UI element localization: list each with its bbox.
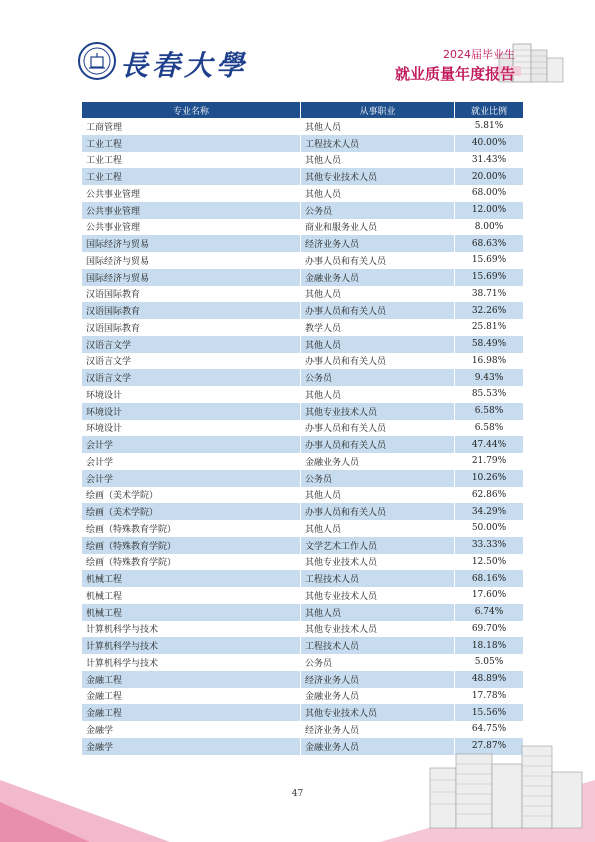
- cell-major: 计算机科学与技术: [82, 621, 301, 638]
- cell-major: 工业工程: [82, 168, 301, 185]
- table-row: [82, 369, 523, 386]
- table-body: [82, 118, 523, 755]
- cell-major: 环境设计: [82, 420, 301, 437]
- cell-ratio: 62.86%: [455, 487, 524, 504]
- cell-occupation: 金融业务人员: [301, 269, 455, 286]
- cell-ratio: 9.43%: [455, 369, 524, 386]
- cell-major: 金融工程: [82, 704, 301, 721]
- table-row: [82, 671, 523, 688]
- cell-occupation: 公务员: [301, 369, 455, 386]
- university-seal-icon: [78, 42, 116, 80]
- cell-major: 工业工程: [82, 135, 301, 152]
- cell-occupation: 经济业务人员: [301, 721, 455, 738]
- cell-occupation: 办事人员和有关人员: [301, 302, 455, 319]
- cell-major: 公共事业管理: [82, 202, 301, 219]
- column-header-major: 专业名称: [82, 102, 301, 118]
- cell-occupation: 其他人员: [301, 152, 455, 169]
- cell-occupation: 其他人员: [301, 487, 455, 504]
- cell-major: 绘画（美术学院）: [82, 503, 301, 520]
- cell-major: 汉语国际教育: [82, 286, 301, 303]
- table-row: [82, 353, 523, 370]
- cell-major: 计算机科学与技术: [82, 654, 301, 671]
- footer-decoration: [0, 740, 595, 842]
- table-row: [82, 286, 523, 303]
- table-row: [82, 570, 523, 587]
- column-header-occupation: 从事职业: [301, 102, 455, 118]
- table-row: [82, 135, 523, 152]
- table-row: [82, 654, 523, 671]
- table-row: [82, 202, 523, 219]
- cell-occupation: 工程技术人员: [301, 135, 455, 152]
- cell-ratio: 6.74%: [455, 604, 524, 621]
- cell-occupation: 其他人员: [301, 185, 455, 202]
- cell-major: 汉语言文学: [82, 336, 301, 353]
- cell-major: 金融工程: [82, 688, 301, 705]
- page-header: [0, 0, 595, 95]
- cell-major: 会计学: [82, 436, 301, 453]
- report-title: [395, 46, 515, 84]
- cell-occupation: 公务员: [301, 202, 455, 219]
- cell-occupation: 公务员: [301, 470, 455, 487]
- cell-ratio: 64.75%: [455, 721, 524, 738]
- cell-ratio: 48.89%: [455, 671, 524, 688]
- cell-ratio: 6.58%: [455, 403, 524, 420]
- cell-occupation: 其他人员: [301, 286, 455, 303]
- cell-occupation: 其他人员: [301, 520, 455, 537]
- cell-occupation: 其他专业技术人员: [301, 704, 455, 721]
- table-row: [82, 319, 523, 336]
- cell-major: 汉语言文学: [82, 369, 301, 386]
- table-row: [82, 520, 523, 537]
- cell-major: 公共事业管理: [82, 219, 301, 236]
- cell-major: 绘画（特殊教育学院）: [82, 537, 301, 554]
- table-row: [82, 118, 523, 135]
- table-row: [82, 386, 523, 403]
- table-row: [82, 537, 523, 554]
- cell-occupation: 办事人员和有关人员: [301, 252, 455, 269]
- cell-occupation: 教学人员: [301, 319, 455, 336]
- cell-ratio: 15.69%: [455, 252, 524, 269]
- cell-major: 公共事业管理: [82, 185, 301, 202]
- cell-major: 国际经济与贸易: [82, 269, 301, 286]
- table-row: [82, 168, 523, 185]
- table-row: [82, 621, 523, 638]
- cell-major: 计算机科学与技术: [82, 637, 301, 654]
- cell-major: 国际经济与贸易: [82, 252, 301, 269]
- cell-major: 金融工程: [82, 671, 301, 688]
- cell-ratio: 32.26%: [455, 302, 524, 319]
- cell-occupation: 金融业务人员: [301, 453, 455, 470]
- cell-occupation: 经济业务人员: [301, 671, 455, 688]
- cell-occupation: 其他专业技术人员: [301, 554, 455, 571]
- cell-ratio: 12.50%: [455, 554, 524, 571]
- table-row: [82, 704, 523, 721]
- cell-occupation: 其他人员: [301, 118, 455, 135]
- cell-occupation: 金融业务人员: [301, 738, 455, 755]
- table-header-row: [82, 102, 523, 118]
- cell-ratio: 47.44%: [455, 436, 524, 453]
- cell-ratio: 18.18%: [455, 637, 524, 654]
- table-row: [82, 503, 523, 520]
- cell-ratio: 68.00%: [455, 185, 524, 202]
- cell-major: 工业工程: [82, 152, 301, 169]
- table-row: [82, 403, 523, 420]
- cell-major: 汉语国际教育: [82, 319, 301, 336]
- cell-major: 机械工程: [82, 570, 301, 587]
- table-row: [82, 185, 523, 202]
- cell-major: 绘画（特殊教育学院）: [82, 554, 301, 571]
- cell-occupation: 文学艺术工作人员: [301, 537, 455, 554]
- table-row: [82, 252, 523, 269]
- cell-ratio: 58.49%: [455, 336, 524, 353]
- cell-occupation: 经济业务人员: [301, 235, 455, 252]
- cell-major: 金融学: [82, 738, 301, 755]
- table-row: [82, 637, 523, 654]
- cell-major: 会计学: [82, 453, 301, 470]
- table-row: [82, 336, 523, 353]
- cell-ratio: 15.56%: [455, 704, 524, 721]
- cell-ratio: 16.98%: [455, 353, 524, 370]
- table-row: [82, 604, 523, 621]
- cell-ratio: 50.00%: [455, 520, 524, 537]
- report-title-line1: 2024届毕业生: [443, 48, 515, 61]
- table-row: [82, 302, 523, 319]
- cell-occupation: 金融业务人员: [301, 688, 455, 705]
- cell-ratio: 8.00%: [455, 219, 524, 236]
- cell-occupation: 其他人员: [301, 336, 455, 353]
- table-row: [82, 487, 523, 504]
- cell-ratio: 5.05%: [455, 654, 524, 671]
- cell-occupation: 公务员: [301, 654, 455, 671]
- cell-ratio: 38.71%: [455, 286, 524, 303]
- cell-ratio: 10.26%: [455, 470, 524, 487]
- cell-ratio: 31.43%: [455, 152, 524, 169]
- cell-occupation: 办事人员和有关人员: [301, 503, 455, 520]
- table-row: [82, 269, 523, 286]
- cell-occupation: 工程技术人员: [301, 570, 455, 587]
- cell-ratio: 25.81%: [455, 319, 524, 336]
- cell-occupation: 办事人员和有关人员: [301, 420, 455, 437]
- cell-ratio: 33.33%: [455, 537, 524, 554]
- cell-major: 机械工程: [82, 587, 301, 604]
- cell-occupation: 办事人员和有关人员: [301, 353, 455, 370]
- table-row: [82, 554, 523, 571]
- cell-occupation: 商业和服务业人员: [301, 219, 455, 236]
- table-row: [82, 420, 523, 437]
- table-row: [82, 721, 523, 738]
- cell-occupation: 工程技术人员: [301, 637, 455, 654]
- table-row: [82, 152, 523, 169]
- university-logo-text: 長春大學: [120, 49, 249, 82]
- cell-major: 国际经济与贸易: [82, 235, 301, 252]
- cell-occupation: 其他专业技术人员: [301, 168, 455, 185]
- cell-major: 环境设计: [82, 403, 301, 420]
- cell-major: 环境设计: [82, 386, 301, 403]
- cell-ratio: 6.58%: [455, 420, 524, 437]
- report-title-line2: 就业质量年度报告: [394, 65, 515, 83]
- table-row: [82, 587, 523, 604]
- cell-ratio: 17.78%: [455, 688, 524, 705]
- cell-ratio: 21.79%: [455, 453, 524, 470]
- cell-ratio: 40.00%: [455, 135, 524, 152]
- cell-ratio: 68.16%: [455, 570, 524, 587]
- cell-occupation: 其他专业技术人员: [301, 621, 455, 638]
- cell-major: 金融学: [82, 721, 301, 738]
- cell-ratio: 68.63%: [455, 235, 524, 252]
- cell-major: 汉语国际教育: [82, 302, 301, 319]
- cell-ratio: 12.00%: [455, 202, 524, 219]
- cell-ratio: 34.29%: [455, 503, 524, 520]
- cell-major: 绘画（特殊教育学院）: [82, 520, 301, 537]
- table-row: [82, 235, 523, 252]
- cell-occupation: 办事人员和有关人员: [301, 436, 455, 453]
- table-row: [82, 436, 523, 453]
- cell-occupation: 其他人员: [301, 386, 455, 403]
- cell-ratio: 20.00%: [455, 168, 524, 185]
- cell-ratio: 85.53%: [455, 386, 524, 403]
- column-header-ratio: 就业比例: [455, 102, 524, 118]
- cell-ratio: 69.70%: [455, 621, 524, 638]
- cell-occupation: 其他专业技术人员: [301, 403, 455, 420]
- cell-major: 绘画（美术学院）: [82, 487, 301, 504]
- page-number: 47: [291, 789, 304, 799]
- table-row: [82, 688, 523, 705]
- cell-occupation: 其他专业技术人员: [301, 587, 455, 604]
- cell-major: 工商管理: [82, 118, 301, 135]
- cell-ratio: 5.81%: [455, 118, 524, 135]
- table-row: [82, 470, 523, 487]
- cell-ratio: 17.60%: [455, 587, 524, 604]
- employment-table: [82, 102, 523, 755]
- cell-major: 机械工程: [82, 604, 301, 621]
- cell-ratio: 27.87%: [455, 738, 524, 755]
- cell-ratio: 15.69%: [455, 269, 524, 286]
- cell-occupation: 其他人员: [301, 604, 455, 621]
- campus-buildings-illustration-bottom: [430, 746, 582, 828]
- cell-major: 会计学: [82, 470, 301, 487]
- cell-major: 汉语言文学: [82, 353, 301, 370]
- table-row: [82, 453, 523, 470]
- table-row: [82, 219, 523, 236]
